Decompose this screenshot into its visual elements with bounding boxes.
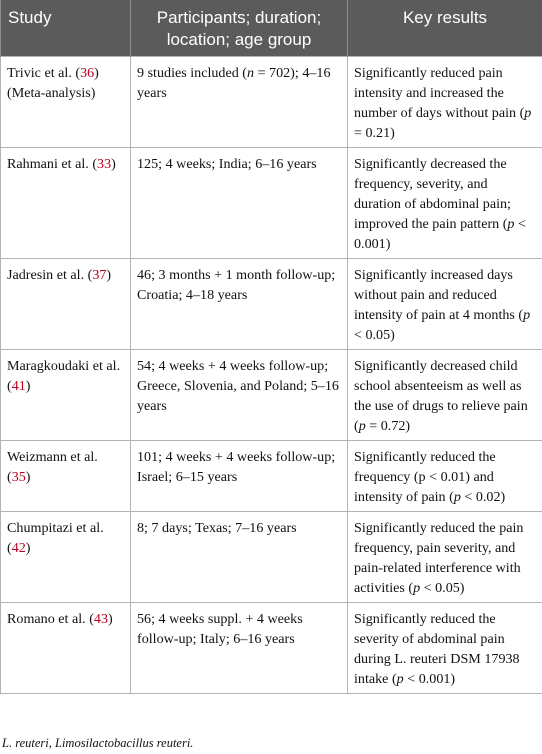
study-cell [1,603,131,694]
table-row [1,350,542,441]
p-symbol: p [358,418,366,434]
study-name-close: ) [111,156,116,172]
results-cell [348,441,542,512]
p-symbol: p [396,671,404,687]
study-cell [1,57,131,148]
table-row [1,259,542,350]
results-text: < 0.05) [354,327,395,343]
participants-text: 9 studies included ( [137,65,247,81]
results-text: < 0.02) [460,489,506,505]
participants-cell [131,57,348,148]
results-cell [348,57,542,148]
results-text: < 0.001) [403,671,456,687]
participants-text: 46; 3 months + 1 month follow-up; Croatia; 4–18 years [137,267,336,303]
results-cell [348,512,542,603]
study-name: Maragkoudaki et al. ( [7,358,121,394]
p-symbol: p [413,580,421,596]
results-cell [348,603,542,694]
reference-link[interactable]: 35 [11,469,26,485]
results-text: = 0.72) [365,418,411,434]
participants-text: = 702); 4–16 years [137,65,331,101]
results-text: Significantly reduced the pain frequency, pain severity, and pain-related interference with activities ( [354,520,524,596]
table-row [1,148,542,259]
results-text: Significantly reduced pain intensity and increased the number of days without pain ( [354,65,525,121]
p-symbol: p [524,105,532,121]
results-text: < 0.001) [354,216,526,252]
study-cell [1,441,131,512]
reference-link[interactable]: 37 [92,267,107,283]
participants-cell [131,603,348,694]
results-text: Significantly increased days without pain and reduced intensity of pain at 4 months ( [354,267,524,323]
study-name: Jadresin et al. ( [7,267,93,283]
study-cell [1,512,131,603]
study-name-close: ) [94,65,99,81]
study-name-close: ) [25,378,31,394]
table-footnote: L. reuteri, Limosilactobacillus reuteri. [2,736,194,750]
header-key-results: Key results [348,0,542,57]
study-name: Rahmani et al. ( [7,156,98,172]
study-cell [1,148,131,259]
results-text: Significantly decreased child school absenteeism as well as the use of drugs to relieve pain ( [354,358,528,434]
study-name: Romano et al. ( [7,611,94,627]
table-row [1,441,542,512]
study-name-close: ) [107,611,113,627]
results-cell [348,350,542,441]
participants-cell [131,148,348,259]
study-name-close: ) [106,267,112,283]
reference-link[interactable]: 33 [97,156,112,172]
participants-text: 54; 4 weeks + 4 weeks follow-up; Greece, Slovenia, and Poland; 5–16 years [137,358,339,414]
header-study: Study [1,0,131,57]
study-name-close: ) [25,540,31,556]
study-cell [1,259,131,350]
results-text: Significantly reduced the severity of abdominal pain during L. reuteri DSM 17938 intake ( [354,611,520,687]
study-name: Chumpitazi et al. ( [7,520,104,556]
results-text: Significantly reduced the frequency (p < 0.01) and intensity of pain ( [354,449,496,505]
study-name-close: ) [25,469,31,485]
n-symbol: n [247,65,255,81]
results-text: = 0.21) [354,125,395,141]
table-row [1,57,542,148]
study-note: (Meta-analysis) [7,85,96,101]
reference-link[interactable]: 36 [80,65,95,81]
results-cell [348,259,542,350]
results-text: < 0.05) [420,580,465,596]
participants-text: 101; 4 weeks + 4 weeks follow-up; Israel; 6–15 years [137,449,336,485]
p-symbol: p [523,307,531,323]
participants-cell [131,441,348,512]
participants-cell [131,350,348,441]
study-name: Weizmann et al. ( [7,449,98,485]
study-name: Trivic et al. ( [7,65,81,81]
participants-cell [131,512,348,603]
table-row [1,512,542,603]
participants-cell [131,259,348,350]
p-symbol: p [507,216,515,232]
participants-text: 8; 7 days; Texas; 7–16 years [137,520,297,536]
participants-text: 125; 4 weeks; India; 6–16 years [137,156,317,172]
table-row [1,603,542,694]
results-text: Significantly decreased the frequency, severity, and duration of abdominal pain; improved the pain pattern ( [354,156,511,232]
participants-text: 56; 4 weeks suppl. + 4 weeks follow-up; Italy; 6–16 years [137,611,303,647]
header-row [1,0,542,57]
p-symbol: p [453,489,461,505]
results-cell [348,148,542,259]
reference-link[interactable]: 43 [93,611,108,627]
reference-link[interactable]: 41 [11,378,26,394]
header-participants: Participants; duration; location; age group [131,0,348,57]
reference-link[interactable]: 42 [11,540,26,556]
study-cell [1,350,131,441]
